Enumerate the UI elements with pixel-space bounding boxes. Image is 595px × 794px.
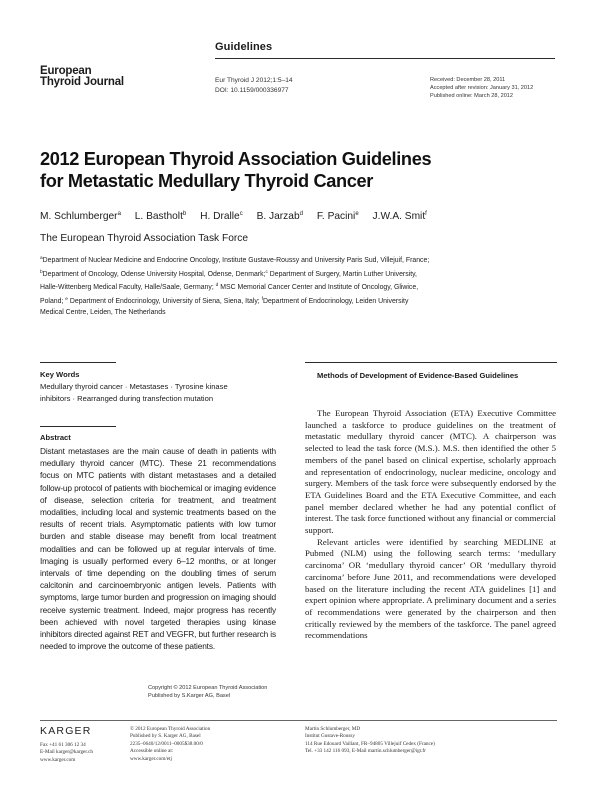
correspondent-contact[interactable]: Tel. +33 142 116 093, E-Mail martin.schlumberger@igr.fr [305,748,426,755]
affiliation-line: Medical Centre, Leiden, The Netherlands [40,309,166,316]
author [257,211,303,222]
author-name: H. Dralle [200,211,240,222]
affiliation-line: $^a$Department of Nuclear Medicine and Endocrine Oncology, Institute Gustave-Roussy and University Paris Sud, Villejuif, France; [40,256,430,264]
affiliations [40,253,555,319]
journal-name-line2: Thyroid Journal [40,76,124,88]
paragraph: Relevant articles were identified by searching MEDLINE at Pubmed (NLM) using the following search terms: ‘medullary carcinoma’ OR ‘medullary thyroid cancer’ OR ‘medullary thyroid carcinoma’ before June 2011, and recommendations were developed based on the literature including the recent ATA guidelines [1] and expert opinion where appropriate. A preliminary document and a series of recommendations were generated by the chairperson and then critically reviewed by the members of the taskforce. The panel agreed recommendations [305,536,556,641]
author-list [40,211,438,222]
journal-name-line1: European [40,65,92,77]
publisher-logo: KARGER [40,725,92,737]
author [135,211,186,222]
author-affil-mark: e [355,211,359,217]
keywords-list [40,381,275,405]
abstract-rule [40,426,116,427]
author-name: M. Schlumberger [40,211,118,222]
website-link[interactable]: www.karger.com [40,756,76,763]
author-affil-mark: a [117,211,121,217]
keywords-rule [40,362,116,363]
citation [215,76,293,95]
correspondence-address [305,726,435,756]
affiliation-line: Poland; $^e$ Department of Endocrinology, University of Siena, Siena, Italy; $^f$Department of Endocrinology, Leiden University [40,296,409,305]
footer-issn: 2235–0640/12/0011–0005$38.00/0 [130,740,203,747]
methods-rule [305,362,557,363]
author-affil-mark: d [299,211,303,217]
author-name: F. Pacini [316,211,356,222]
task-force-name: The European Thyroid Association Task Force [40,233,249,244]
author-affil-mark: b [182,211,187,217]
affiliation-line: Halle-Wittenberg Medical Faculty, Halle/Saale, Germany; $^d$ MSC Memorial Cancer Center and Institute of Oncology, Gliwice, [40,283,419,291]
article-dates [430,76,533,101]
keywords-line: Medullary thyroid cancer · Metastases · Tyrosine kinase [40,382,228,391]
author-affil-mark: f [425,211,427,217]
paragraph: The European Thyroid Association (ETA) Executive Committee launched a taskforce to produce guidelines on the treatment of metastatic medullary thyroid cancer (MTC). A chairperson was selected to lead the task force (M.S.). M.S. then identified the other 5 members of the panel based on clinical expertise, scholarly approach and representation of endocrinology, nuclear medicine, oncology and surgery. Members of the task force were subsequently endorsed by the ETA Guidelines Board and the ETA Executive Committee, and each panel member declared whether he had any potential conflict of interest. The task force functioned without any financial or commercial support. [305,408,556,536]
section-label: Guidelines [215,41,273,53]
header-rule [215,58,555,59]
copyright-note [148,684,267,700]
author-affil-mark: c [239,211,243,217]
journal-website-link[interactable]: www.karger.com/etj [130,755,172,762]
abstract-text: Distant metastases are the main cause of death in patients with medullary thyroid cancer (MTC). These 21 recommendations focus on MTC patients with distant metastases and a detailed follow-up protocol of patients with biochemical or imaging evidence of disease, selection criteria for treatment, and treatment modalities, including local and systemic treatments based on the results of recent trials. Asymptomatic patients with low tumor burden and stable disease may benefit from local treatment modalities and can be followed up at regular intervals of time. Imaging is usually performed every 6–12 months, or at longer intervals of time depending on the doubling times of serum calcitonin and carcinoembryonic antigen levels. Patients with symptoms, large tumor burden and progression on imaging should receive systemic treatment. Indeed, major progress has recently been achieved with novel targeted therapies using kinase inhibitors directed against RET and VEGFR, but further research is needed to improve the outcome of these patients. [40,446,276,652]
author-name: L. Bastholt [134,211,183,222]
title-line2: for Metastatic Medullary Thyroid Cancer [40,171,374,191]
publication-info [130,726,210,763]
published-date: Published online: March 28, 2012 [430,93,514,100]
correspondent-street: 114 Rue Edouard Vaillant, FR–94805 Villejuif Cedex (France) [305,740,435,747]
doi-line[interactable]: DOI: 10.1159/000336977 [215,86,289,94]
footer-rule [40,720,557,721]
methods-body [305,408,556,642]
publisher-line: Published by S.Karger AG, Basel [148,693,231,699]
author-name: B. Jarzab [256,211,300,222]
email-line[interactable]: E-Mail karger@karger.ch [40,749,93,756]
journal-name [40,66,124,88]
footer-copyright: © 2012 European Thyroid Association [130,726,211,732]
author [317,211,359,222]
abstract-heading: Abstract [40,433,71,442]
received-date: Received: December 28, 2011 [430,77,506,83]
footer-access-label: Accessible online at: [130,748,174,755]
methods-heading: Methods of Development of Evidence-Based Guidelines [317,371,519,380]
author [200,211,243,222]
correspondent-institution: Institut Gustave-Roussy [305,733,356,740]
author-name: J.W.A. Smit [372,211,426,222]
citation-line: Eur Thyroid J 2012;1:5–14 [215,77,293,84]
author [373,211,427,222]
publisher-contact [40,742,93,764]
correspondent-name: Martin Schlumberger, MD [305,726,361,732]
accepted-date: Accepted after revision: January 31, 2012 [430,85,534,92]
fax-line: Fax +41 61 306 12 34 [40,742,86,748]
footer-publisher: Published by S. Karger AG, Basel [130,733,201,740]
author [40,211,121,222]
title-line1: 2012 European Thyroid Association Guidelines [40,149,432,169]
affiliation-line: $^b$Department of Oncology, Odense University Hospital, Odense, Denmark;$^c$ Department of Surgery, Martin Luther University, [40,269,417,278]
keywords-heading: Key Words [40,370,80,379]
article-title [40,148,550,192]
copyright-line: Copyright © 2012 European Thyroid Association [148,685,268,691]
keywords-line: inhibitors · Rearranged during transfection mutation [40,394,214,403]
